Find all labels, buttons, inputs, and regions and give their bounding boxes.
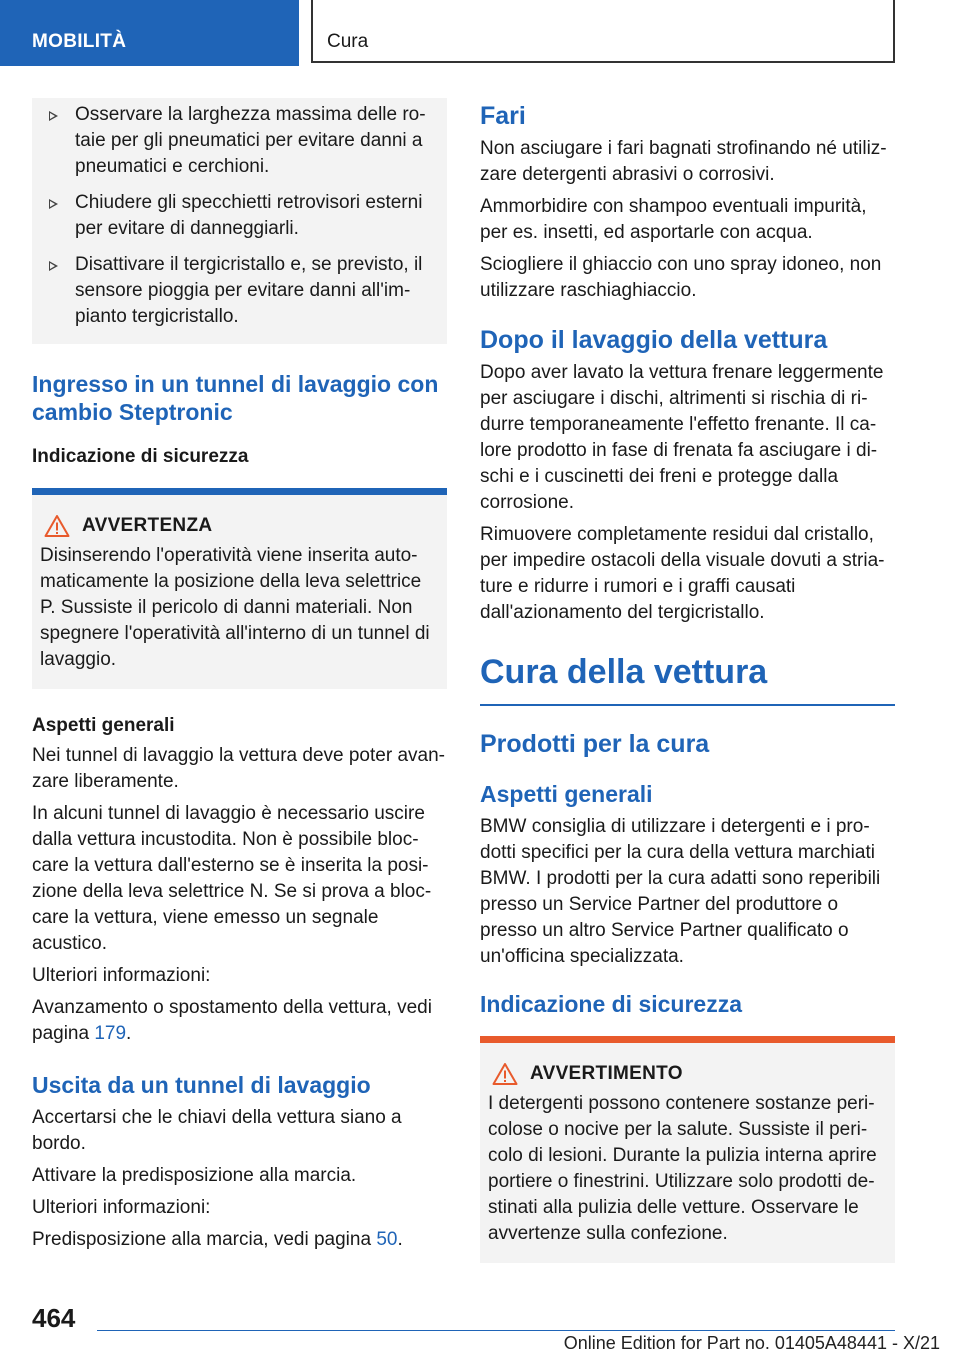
safety-heading: Indicazione di sicurezza — [480, 991, 743, 1017]
section-tab: MOBILITÀ — [0, 0, 299, 66]
tunnel-entry-heading: Ingresso in un tunnel di lavaggio con cambio Steptronic — [32, 371, 439, 425]
paragraph: Nei tunnel di lavaggio la vettura deve poter avanzare liberamente. — [32, 745, 445, 792]
paragraph: BMW consiglia di utilizzare i detergenti e i prodotti specifici per la cura della vettura marchiati BMW. I prodotti per la cura adatti sono reperibili presso un Service Partner del produttore o presso un altro Service Partner qualificato o un'officina specializzata. — [480, 816, 881, 967]
triangle-bullet-icon — [49, 261, 58, 271]
triangle-bullet-icon — [49, 111, 58, 121]
paragraph: Predisposizione alla marcia, vedi pagina 50. — [32, 1229, 403, 1250]
page-link[interactable]: 179 — [94, 1023, 127, 1044]
paragraph: Accertarsi che le chiavi della vettura siano a bordo. — [32, 1107, 402, 1154]
care-products-heading: Prodotti per la cura — [480, 730, 710, 758]
warning-title: AVVERTIMENTO — [488, 1061, 887, 1087]
warning-box — [480, 1036, 895, 1263]
warning-triangle-icon — [44, 514, 70, 538]
right-column — [480, 102, 895, 1263]
paragraph: Ulteriori informazioni: — [32, 1197, 211, 1218]
precaution-list — [32, 98, 447, 344]
headlights-heading: Fari — [480, 102, 526, 130]
paragraph: In alcuni tunnel di lavaggio è necessario uscire dalla vettura incustodita. Non è possibile bloccare la vettura dall'esterno se è inserita la posizione della leva selettrice N. Se si prova a bloccare la vettura, viene emesso un segnale acustico. — [32, 803, 432, 954]
warning-text: I detergenti possono contenere sostanze pericolose o nocive per la salute. Sussiste il pericolo di lesioni. Durante la pulizia interna aprire portiere o finestrini. Utilizzare solo prodotti destinati alla pulizia delle vetture. Osservare le avvertenze sulla confezione. — [488, 1093, 877, 1244]
paragraph: Ammorbidire con shampoo eventuali impurità, per es. insetti, ed asportarle con acqua. — [480, 196, 867, 243]
warning-text: Disinserendo l'operatività viene inserita automaticamente la posizione della leva selettrice P. Sussiste il pericolo di danni materiali. Non spegnere l'operatività all'interno di un tunnel di lavaggio. — [40, 545, 430, 670]
triangle-bullet-icon — [49, 199, 58, 209]
list-item: Disattivare il tergicristallo e, se previsto, il sensore pioggia per evitare danni all'impianto tergicristallo. — [44, 252, 435, 330]
general-heading: Aspetti generali — [480, 781, 653, 807]
after-wash-heading: Dopo il lavaggio della vettura — [480, 326, 828, 354]
general-subheading: Aspetti generali — [32, 715, 175, 736]
paragraph: Avanzamento o spostamento della vettura, vedi pagina 179. — [32, 997, 432, 1044]
paragraph: Ulteriori informazioni: — [32, 965, 211, 986]
safety-subheading: Indicazione di sicurezza — [32, 446, 249, 467]
edition-footer: Online Edition for Part no. 01405A48441 - X/21 — [563, 1333, 940, 1353]
page-link[interactable]: 50 — [376, 1229, 398, 1250]
paragraph: Attivare la predisposizione alla marcia. — [32, 1165, 357, 1186]
warning-triangle-icon — [492, 1062, 518, 1086]
paragraph: Dopo aver lavato la vettura frenare leggermente per asciugare i dischi, altrimenti si rischia di ridurre temporaneamente l'effetto frenante. Il calore prodotto in fase di frenata fa asciugare i dischi e i cuscinetti dei freni e protegge dalla corrosione. — [480, 362, 884, 513]
paragraph: Rimuovere completamente residui dal cristallo, per impedire ostacoli della visuale dovuti a striature e ridurre i rumori e i graffi causati dall'azionamento del tergicristallo. — [480, 524, 885, 623]
warning-box — [32, 488, 447, 689]
list-item: Chiudere gli specchietti retrovisori esterni per evitare di danneggiarli. — [44, 190, 435, 242]
page-number: 464 — [32, 1303, 76, 1333]
paragraph: Sciogliere il ghiaccio con uno spray idoneo, non utilizzare raschiaghiaccio. — [480, 254, 882, 301]
chapter-title: Cura della vettura — [480, 650, 895, 706]
footer-divider — [97, 1330, 895, 1331]
topic-header: Cura — [311, 0, 895, 63]
list-item: Osservare la larghezza massima delle rotaie per gli pneumatici per evitare danni a pneumatici e cerchioni. — [44, 102, 435, 180]
paragraph: Non asciugare i fari bagnati strofinando né utilizzare detergenti abrasivi o corrosivi. — [480, 138, 887, 185]
tunnel-exit-heading: Uscita da un tunnel di lavaggio — [32, 1072, 371, 1098]
left-column — [32, 102, 447, 1259]
warning-title: AVVERTENZA — [40, 513, 439, 539]
